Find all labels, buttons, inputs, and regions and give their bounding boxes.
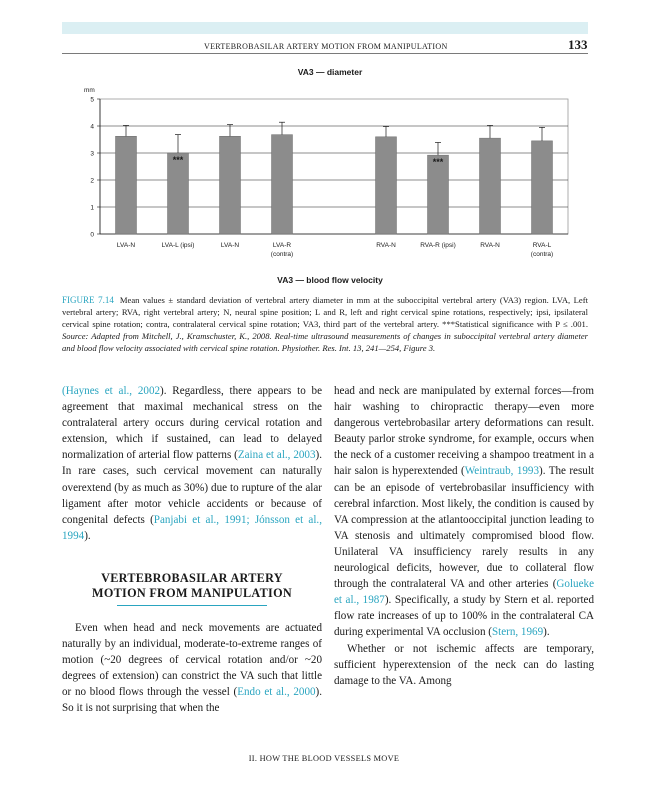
paragraph-text: Even when head and neck movements are actuated naturally by an individual, moderate-to-extreme ranges of motion (~20 degrees of cervical rotation and/or ~20 degrees of extension) can constrict the VA such that little or no blood flows through the vessel (	[62, 621, 322, 699]
x-tick-label: LVA-N	[220, 242, 240, 249]
citation-link[interactable]: Weintraub, 1993	[464, 465, 540, 478]
page-number: 133	[568, 37, 588, 52]
header-band	[62, 22, 588, 34]
x-tick-label: RVA-L	[532, 242, 552, 249]
paragraph-text: ). In rare cases, such cervical movement can naturally overextend (by as much as 30%) due to rupture of the alar ligament after motor vehicle accidents or because of congenital defects (	[62, 449, 322, 526]
right-paragraph-1	[334, 383, 594, 641]
paragraph-text: ).	[84, 529, 91, 542]
y-tick-label: 0	[90, 231, 94, 239]
citation-link[interactable]: Panjabi et al., 1991; Jónsson et al., 1994	[62, 513, 322, 542]
paragraph-text: ).	[543, 626, 550, 639]
x-tick-label: LVA-N	[116, 242, 136, 249]
right-paragraph-2: Whether or not ischemic affects are temporary, sufficient hyperextension of the neck can do lasting damage to the VA. Among	[334, 642, 594, 687]
x-tick-label: RVA-N	[480, 242, 500, 249]
bar	[272, 135, 293, 234]
y-tick-label: 5	[90, 96, 94, 104]
bar	[168, 153, 189, 234]
citation-link[interactable]: Endo et al., 2000	[237, 686, 316, 699]
citation-link[interactable]: Golueke et al., 1987	[334, 578, 594, 607]
left-column	[62, 383, 322, 717]
y-tick-label: 3	[90, 150, 94, 158]
heading-line: MOTION FROM MANIPULATION	[92, 585, 292, 600]
chart-title: VA3 — diameter	[297, 67, 363, 77]
heading-line: VERTEBROBASILAR ARTERY	[101, 570, 283, 585]
caption-text: Mean values ± standard deviation of vertebral artery diameter in mm at the suboccipital vertebral artery (VA3) region. LVA, Left vertebral artery; RVA, right vertebral artery; N, neural spine position; L and R, left and right cervical spine rotations, respectively; ipsi, ipsilateral cervical spine rotation; contra, contralateral cervical spine rotation; VA3, third part of the vertebral artery. ***Statistical significance with P ≤ .001.	[62, 295, 588, 329]
chart-bottom-title: VA3 — blood flow velocity	[277, 275, 383, 285]
y-tick-label: 2	[90, 177, 94, 185]
left-paragraph-1	[62, 383, 322, 544]
bar	[376, 137, 397, 234]
x-tick-label: RVA-R (ipsi)	[420, 242, 456, 249]
header-rule	[62, 53, 588, 54]
paragraph-text: ). So it is not surprising that when the	[62, 686, 323, 715]
right-column	[334, 383, 594, 689]
plot-area	[90, 97, 568, 259]
left-paragraph-2	[62, 620, 322, 717]
bar	[480, 138, 501, 234]
citation-link[interactable]: Stern, 1969	[491, 626, 544, 639]
paragraph-text: ). Specifically, a study by Stern et al. reported flow rate increases of up to 100% in the contralateral CA during experimental VA occlusion (	[334, 594, 594, 639]
section-heading	[62, 571, 322, 601]
figure-chart	[62, 60, 588, 290]
citation-link[interactable]: (Haynes et al., 2002	[62, 385, 161, 397]
section-rule	[117, 605, 267, 606]
paragraph-text: ). The result can be an episode of vertebrobasilar insufficiency with cerebral infarction. Most likely, the condition is caused by VA compression at the atlantooccipital junction leading to VA stenosis and ultimately compromised blood flow. Unilateral VA insufficiency rarely results in any neurological deficits, however, due to collateral flow through the contralateral VA and other arteries (	[334, 465, 594, 591]
y-tick-label: 1	[90, 204, 94, 212]
paragraph-text: head and neck are manipulated by external forces—from hair washing to chiropractic therapy—even more dangerous vertebrobasilar artery deformations can result. Beauty parlor stroke syndrome, for example, occurs when the neck of a customer receiving a shampoo treatment in a hair salon is hyperextended (	[334, 385, 594, 478]
x-tick-label: LVA-L (ipsi)	[161, 242, 195, 249]
figure-label: FIGURE 7.14	[62, 295, 114, 305]
page-footer: II. HOW THE BLOOD VESSELS MOVE	[248, 754, 400, 763]
x-tick-label: (contra)	[270, 251, 294, 258]
significance-label: ***	[172, 155, 184, 165]
bar	[220, 136, 241, 234]
y-tick-label: 4	[90, 123, 94, 131]
citation-link[interactable]: Zaina et al., 2003	[237, 449, 316, 462]
x-tick-label: (contra)	[530, 251, 554, 258]
paragraph-text: ). Regardless, there appears to be agreement that maximal mechanical stress on the contralateral artery occurs during cervical rotation and extension, which if sustained, can lead to delayed normalization of arterial flow patterns (	[62, 385, 322, 462]
figure-caption	[62, 294, 588, 354]
bar	[116, 136, 137, 234]
caption-source: Source: Adapted from Mitchell, J., Kramschuster, K., 2008. Real-time ultrasound measurements of changes in suboccipital vertebral artery diameter and blood flow velocity associated with cervical spine rotation. Physiother. Res. Int. 13, 241—254, Figure 3.	[62, 331, 588, 353]
x-tick-label: LVA-R	[272, 242, 292, 249]
x-tick-label: RVA-N	[376, 242, 396, 249]
running-head: VERTEBROBASILAR ARTERY MOTION FROM MANIPULATION	[204, 42, 448, 51]
y-axis-label: mm	[84, 87, 95, 94]
significance-label: ***	[432, 157, 444, 168]
bar	[532, 141, 553, 234]
